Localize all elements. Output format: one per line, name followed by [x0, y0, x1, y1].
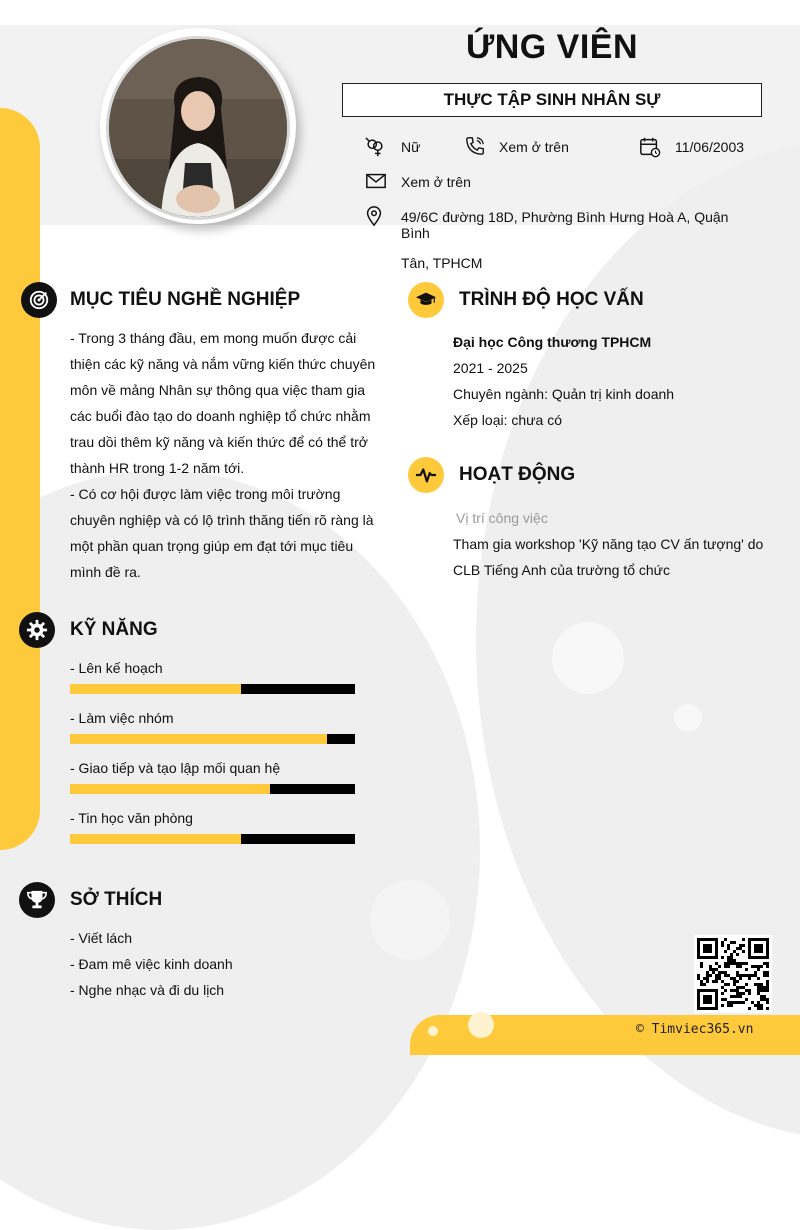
gender-value: Nữ	[401, 139, 421, 155]
skill-level-bar	[70, 784, 355, 794]
education-rank: Xếp loại: chưa có	[453, 412, 562, 428]
activity-description-line: Tham gia workshop 'Kỹ năng tạo CV ấn tượng' do	[453, 536, 764, 552]
hobby-item: - Viết lách	[70, 930, 132, 946]
objective-line: - Trong 3 tháng đầu, em mong muốn được cải	[70, 330, 357, 346]
background-dot	[468, 1012, 494, 1038]
objective-line: thiện các kỹ năng và nắm vững kiến thức chuyên	[70, 356, 376, 372]
email-value: Xem ở trên	[401, 174, 471, 190]
trophy-icon	[19, 882, 55, 918]
job-title	[342, 83, 762, 117]
address-line: 49/6C đường 18D, Phường Bình Hưng Hoà A, Quận Bình	[401, 209, 729, 241]
pulse-icon	[408, 457, 444, 493]
objective-line: mình đề ra.	[70, 564, 141, 580]
activity-position: Vị trí công việc	[456, 510, 548, 526]
hobbies-title: SỞ THÍCH	[70, 889, 163, 910]
objective-line: trau dồi thêm kỹ năng và kiến thức để có thể trở	[70, 434, 368, 450]
education-years: 2021 - 2025	[453, 360, 528, 376]
job-title-text: THỰC TẬP SINH NHÂN SỰ	[443, 90, 661, 109]
gear-icon	[19, 612, 55, 648]
graduation-cap-icon	[408, 282, 444, 318]
avatar-photo	[109, 39, 287, 217]
skill-level-bar	[70, 734, 355, 744]
activity-description	[453, 531, 783, 583]
objective-title: MỤC TIÊU NGHỀ NGHIỆP	[70, 289, 301, 310]
education-school: Đại học Công thương TPHCM	[453, 334, 652, 350]
objective-line: môn về mảng Nhân sự thông qua việc tham gia	[70, 382, 365, 398]
objective-line: một phần quan trọng giúp em đạt tới mục tiêu	[70, 538, 354, 554]
hobby-item: - Đam mê việc kinh doanh	[70, 956, 233, 972]
avatar	[106, 36, 290, 220]
objective-text	[70, 325, 380, 585]
skills-title: KỸ NĂNG	[70, 619, 158, 640]
background-dot	[674, 704, 702, 732]
gender-icon	[364, 136, 386, 158]
phone-value: Xem ở trên	[499, 139, 569, 155]
objective-line: chuyên nghiệp và có lộ trình thăng tiến rõ ràng là	[70, 512, 374, 528]
skill-label: - Lên kế hoạch	[70, 660, 163, 676]
skill-label: - Giao tiếp và tạo lập mối quan hệ	[70, 760, 281, 776]
birthday-value: 11/06/2003	[675, 139, 745, 155]
skill-level-fill	[70, 784, 270, 794]
skill-level-fill	[70, 684, 241, 694]
objective-line: thành HR trong 1-2 năm tới.	[70, 460, 245, 476]
background-dot	[552, 622, 624, 694]
phone-icon	[464, 135, 486, 157]
objective-line: - Có cơ hội được làm việc trong môi trường	[70, 486, 341, 502]
email-icon	[365, 170, 387, 192]
candidate-name: ỨNG VIÊN	[465, 28, 638, 66]
target-icon	[21, 282, 57, 318]
address-value	[401, 209, 761, 271]
skill-label: - Tin học văn phòng	[70, 810, 193, 826]
skill-label: - Làm việc nhóm	[70, 710, 174, 726]
background-dot	[370, 880, 450, 960]
qr-code-icon	[694, 935, 772, 1013]
calendar-icon	[639, 136, 661, 158]
education-major: Chuyên ngành: Quản trị kinh doanh	[453, 386, 675, 402]
location-pin-icon	[363, 205, 385, 227]
activities-title: HOẠT ĐỘNG	[459, 464, 576, 485]
background-dot	[428, 1026, 438, 1036]
footer-brand: © Timviec365.vn	[636, 1022, 754, 1037]
education-title: TRÌNH ĐỘ HỌC VẤN	[459, 289, 644, 310]
education-block	[453, 329, 783, 433]
skill-level-bar	[70, 834, 355, 844]
objective-line: các buổi đào tạo do doanh nghiệp tổ chức nhằm	[70, 408, 371, 424]
hobby-item: - Nghe nhạc và đi du lịch	[70, 982, 225, 998]
activity-description-line: CLB Tiếng Anh của trường tổ chức	[453, 562, 671, 578]
address-line: Tân, TPHCM	[401, 255, 483, 271]
skill-level-fill	[70, 734, 327, 744]
skill-level-fill	[70, 834, 241, 844]
skill-level-bar	[70, 684, 355, 694]
left-accent-bar	[0, 108, 40, 850]
